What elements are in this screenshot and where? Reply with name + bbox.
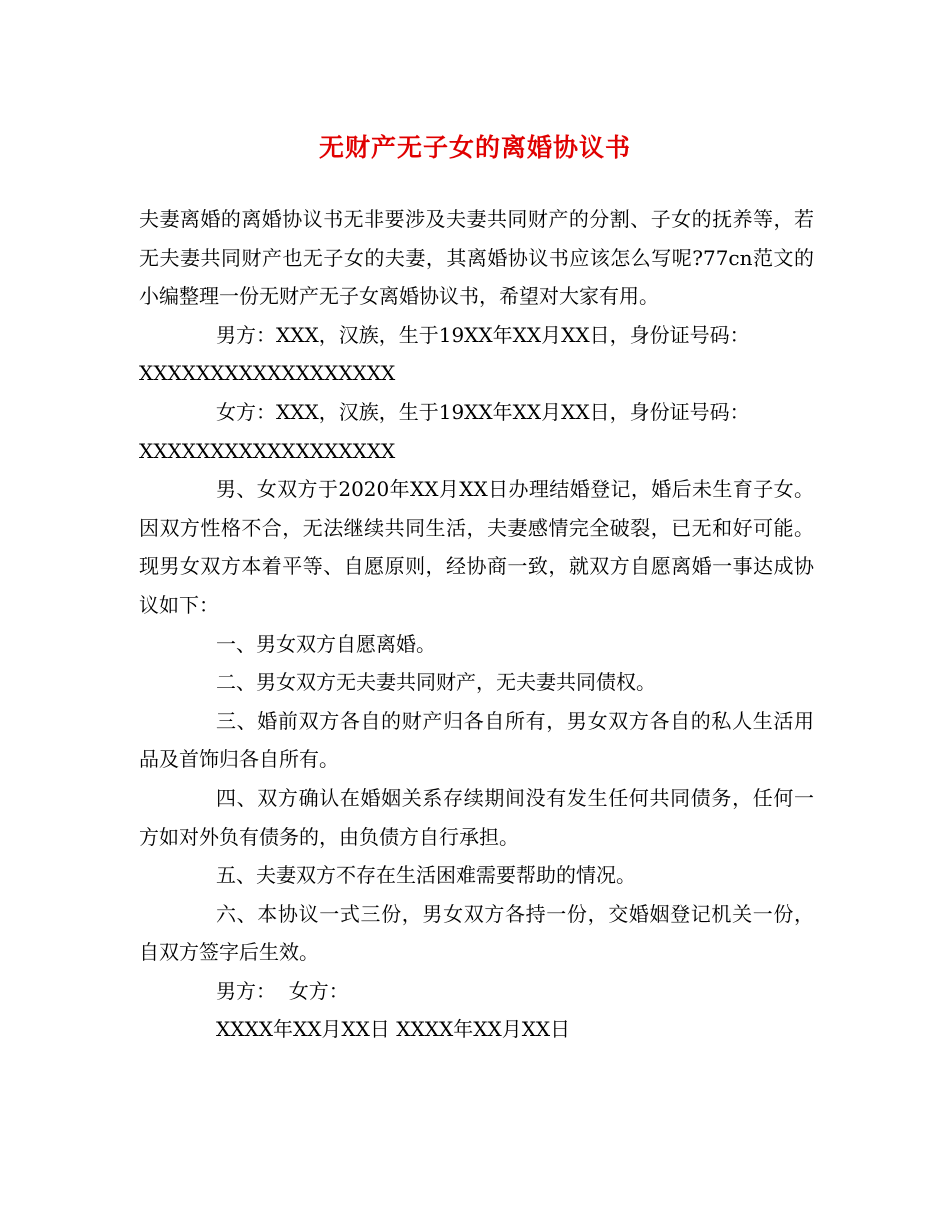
clause-6: 六、本协议一式三份，男女双方各持一份，交婚姻登记机关一份，自双方签字后生效。	[139, 901, 814, 965]
clause-4: 四、双方确认在婚姻关系存续期间没有发生任何共同债务，任何一方如对外负有债务的，由负债方自行承担。	[139, 785, 814, 849]
clause-3: 三、婚前双方各自的财产归各自所有，男女双方各自的私人生活用品及首饰归各自所有。	[139, 708, 814, 772]
date-line: XXXX年XX月XX日 XXXX年XX月XX日	[216, 1017, 571, 1042]
male-party-line: 男方：XXX，汉族，生于19XX年XX月XX日，身份证号码：	[216, 322, 750, 347]
signature-line: 男方： 女方：	[216, 978, 349, 1003]
female-party-line: 女方：XXX，汉族，生于19XX年XX月XX日，身份证号码：	[216, 399, 750, 424]
document-title: 无财产无子女的离婚协议书	[318, 133, 631, 162]
intro-paragraph: 夫妻离婚的离婚协议书无非要涉及夫妻共同财产的分割、子女的抚养等，若无夫妻共同财产也无子女的夫妻，其离婚协议书应该怎么写呢?77cn范文的小编整理一份无财产无子女离婚协议书，希望对大家有用。	[139, 207, 814, 309]
clause-2: 二、男女双方无夫妻共同财产，无夫妻共同债权。	[216, 670, 656, 695]
document-body	[139, 200, 814, 1049]
clause-1: 一、男女双方自愿离婚。	[216, 631, 436, 656]
clause-5: 五、夫妻双方不存在生活困难需要帮助的情况。	[216, 863, 636, 888]
background-paragraph: 男、女双方于2020年XX月XX日办理结婚登记，婚后未生育子女。因双方性格不合，无法继续共同生活，夫妻感情完全破裂，已无和好可能。现男女双方本着平等、自愿原则，经协商一致，就双方自愿离婚一事达成协议如下：	[139, 477, 814, 617]
female-id-number: XXXXXXXXXXXXXXXXXX	[139, 438, 396, 463]
male-id-number: XXXXXXXXXXXXXXXXXX	[139, 361, 396, 386]
